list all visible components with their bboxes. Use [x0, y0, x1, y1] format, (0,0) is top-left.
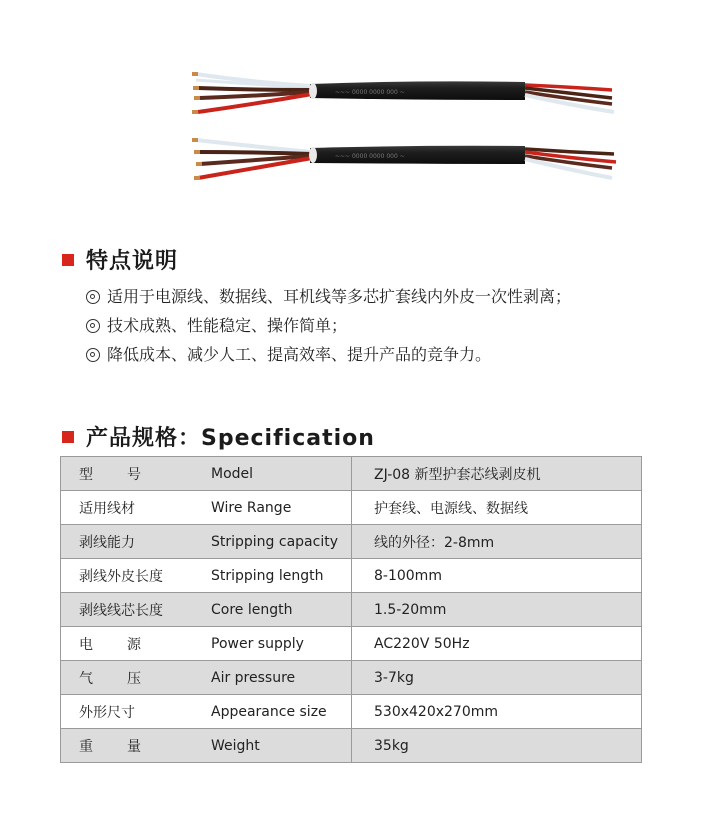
- spec-label-cn: 外形尺寸: [61, 695, 206, 729]
- spec-label-en: Appearance size: [205, 695, 352, 729]
- spec-value: 线的外径：2-8mm: [352, 525, 642, 559]
- list-item: [86, 282, 571, 311]
- features-title: 特点说明: [86, 249, 179, 274]
- spec-label-cn: 剥线外皮长度: [61, 559, 206, 593]
- cable-top: [192, 72, 614, 114]
- red-square-icon: [62, 431, 74, 443]
- list-item: [86, 340, 571, 369]
- table-row: [61, 593, 642, 627]
- list-item: [86, 311, 571, 340]
- svg-text:~~~ 0000 0000 000 ~: ~~~ 0000 0000 000 ~: [335, 89, 405, 96]
- spec-value: 3-7kg: [352, 661, 642, 695]
- spec-label-cn: 型号: [79, 466, 175, 483]
- spec-label-cn: 剥线线芯长度: [61, 593, 206, 627]
- spec-label-en: Power supply: [205, 627, 352, 661]
- spec-heading: [62, 421, 375, 452]
- spec-table: [60, 456, 642, 763]
- feature-text: 适用于电源线、数据线、耳机线等多芯扩套线内外皮一次性剥离；: [107, 287, 572, 306]
- svg-text:~~~ 0000 0000 000 ~: ~~~ 0000 0000 000 ~: [335, 153, 405, 160]
- feature-text: 技术成熟、性能稳定、操作简单；: [107, 316, 348, 335]
- spec-value: 1.5-20mm: [352, 593, 642, 627]
- table-row: [61, 661, 642, 695]
- table-row: [61, 457, 642, 491]
- double-circle-bullet-icon: [86, 290, 100, 304]
- spec-label-en: Weight: [205, 729, 352, 763]
- red-square-icon: [62, 254, 74, 266]
- spec-value: 530x420x270mm: [352, 695, 642, 729]
- spec-label-cn: 适用线材: [61, 491, 206, 525]
- stripped-cable-photo: [0, 0, 717, 210]
- table-row: [61, 729, 642, 763]
- spec-label-en: Stripping capacity: [205, 525, 352, 559]
- features-heading: [62, 244, 178, 275]
- spec-value: 35kg: [352, 729, 642, 763]
- spec-label-en: Air pressure: [205, 661, 352, 695]
- double-circle-bullet-icon: [86, 348, 100, 362]
- feature-text: 降低成本、减少人工、提高效率、提升产品的竞争力。: [107, 345, 492, 364]
- table-row: [61, 627, 642, 661]
- table-row: [61, 525, 642, 559]
- spec-value: 8-100mm: [352, 559, 642, 593]
- table-row: [61, 695, 642, 729]
- spec-value: AC220V 50Hz: [352, 627, 642, 661]
- spec-label-cn: 重量: [79, 738, 175, 755]
- spec-label-cn: 电源: [79, 636, 175, 653]
- spec-label-cn: 剥线能力: [61, 525, 206, 559]
- spec-value: ZJ-08 新型护套芯线剥皮机: [352, 457, 642, 491]
- table-row: [61, 491, 642, 525]
- spec-title: 产品规格：Specification: [86, 426, 375, 451]
- spec-label-en: Stripping length: [205, 559, 352, 593]
- feature-list: [86, 282, 571, 369]
- spec-label-en: Wire Range: [205, 491, 352, 525]
- double-circle-bullet-icon: [86, 319, 100, 333]
- cable-bottom: [192, 138, 616, 180]
- spec-label-cn: 气压: [79, 670, 175, 687]
- table-row: [61, 559, 642, 593]
- spec-value: 护套线、电源线、数据线: [352, 491, 642, 525]
- spec-label-en: Core length: [205, 593, 352, 627]
- spec-label-en: Model: [205, 457, 352, 491]
